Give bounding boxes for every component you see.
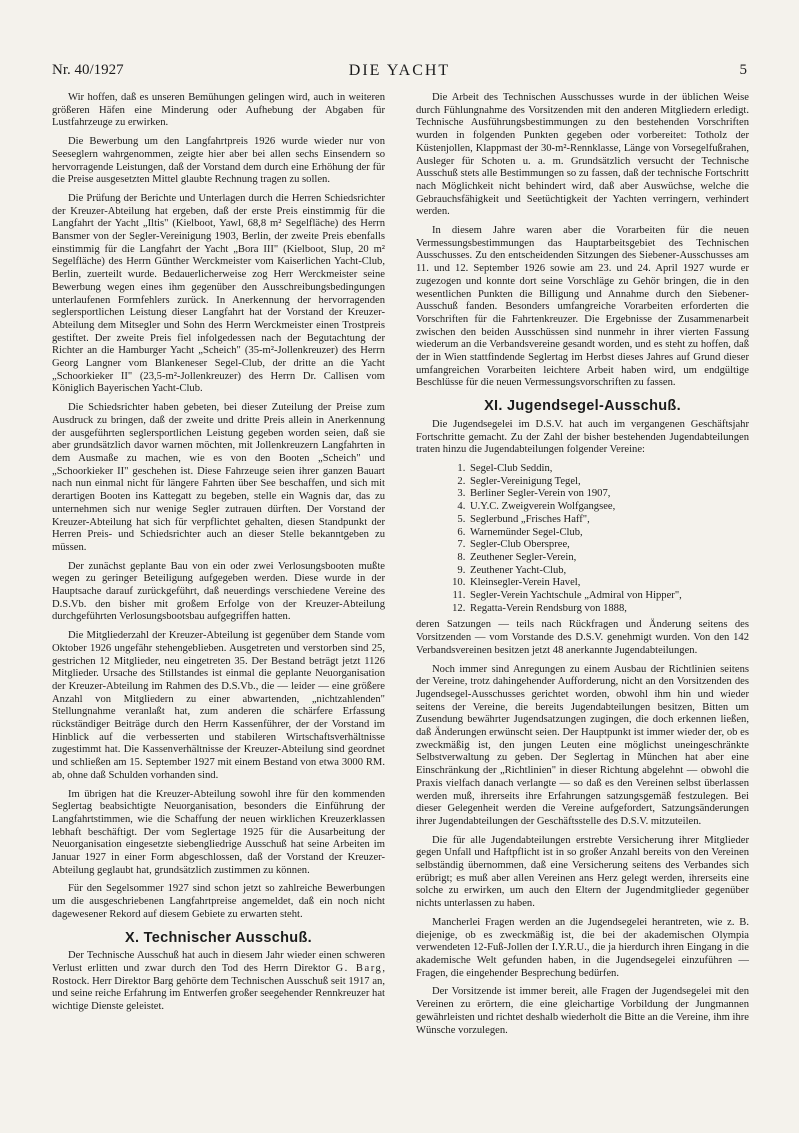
paragraph <box>52 950 385 1014</box>
person-name: G. Barg <box>335 963 383 974</box>
list-item: 1. Segel-Club Seddin, <box>468 463 749 476</box>
paragraph: Die Bewerbung um den Langfahrtpreis 1926 wurde wieder nur von Seeseglern wahrgenommen, zeigte hier aber bei allen sechs Einsendern so hervorragende Leistungen, daß der Vorstand dem durch eine Erhöhung der für die Preise ausgesetzten Mittel glaubte Rechnung tragen zu sollen. <box>52 136 385 186</box>
paragraph: Die Prüfung der Berichte und Unterlagen durch die Herren Schiedsrichter der Kreuzer-Abteilung hat ergeben, daß der erste Preis einstimmig für die Langfahrt der Yacht „Iltis" (Kielboot, Yawl, 68,8 m² Segelfläche) des Herrn Bansmer von der Segler-Vereinigung 1903, Berlin, der zweite Preis ebenfalls einstimmig für die Langfahrt der Yacht „Bora III" (Kielboot, Slup, 20 m² Segelfläche) des Herrn Günther Werckmeister vom Kaiserlichen Yacht-Club, Berlin, zuerteilt wurde. Bedauerlicherweise zog Herr Werckmeister seine Bewerbung wegen eines ihm gegenüber den Ausschreibungsbedingungen unterlaufenen Formfehlers zurück. In Anerkennung der hervorragenden seglersportlichen Leistung dieser Langfahrt hat der Vorstand der Kreuzer-Abteilung dem Mitsegler und Sohn des Herrn Werckmeister einen Trostpreis gestiftet. Der zweite Preis fiel infolgedessen nach der Begutachtung der Richter an die Hamburger Yacht „Scheich" (35-m²-Jollenkreuzer) des Herrn Georg Langner vom Blankeneser Segel-Club, der dritte an die Yacht „Schoorkieker II" (23,5-m²-Jollenkreuzer) des Herrn Dr. Callisen vom Königlich Bayerischen Yacht-Club. <box>52 192 385 395</box>
issue-number: Nr. 40/1927 <box>52 62 124 78</box>
list-item: 4. U.Y.C. Zweigverein Wolfgangsee, <box>468 501 749 514</box>
list-item: 6. Warnemünder Segel-Club, <box>468 527 749 540</box>
list-item: 5. Seglerbund „Frisches Haff", <box>468 514 749 527</box>
paragraph-text: , Rostock. Herr Direktor Barg gehörte dem Technischen Ausschuß seit 1917 an, und seine reiche Erfahrung im Entwerfen großer seegehender Rennkreuzer hat wichtige Dienste geleistet. <box>52 963 385 1013</box>
journal-title: DIE YACHT <box>348 62 451 79</box>
paragraph: Im übrigen hat die Kreuzer-Abteilung sowohl ihre für den kommenden Seglertag beabsichtigte Neuorganisation, besonders die Einführung der Langfahrtstimmen, wie die Schaffung der neuen wirklichen Kreuzerklassen lebhaft beschäftigt. Der vom Seglertage 1925 für die Ausarbeitung der Neuorganisation eingesetzte siebengliedrige Ausschuß hat seine Arbeiten im Januar 1927 in einer Form abgeschlossen, daß der Vorstand der Kreuzer-Abteilung geglaubt hat, grundsätzlich zustimmen zu können. <box>52 788 385 876</box>
list-item: 2. Segler-Vereinigung Tegel, <box>468 476 749 489</box>
list-item: 12. Regatta-Verein Rendsburg von 1888, <box>468 603 749 616</box>
page-number: 5 <box>739 62 747 78</box>
paragraph: Mancherlei Fragen werden an die Jugendsegelei herantreten, wie z. B. diejenige, ob es zweckmäßig ist, die bei der akademischen Olympia verwendeten 12-Fuß-Jollen der I.Y.R.U., die ja hierdurch ihren Eingang in die akademische Welt gefunden haben, in die Jugendsegelei einzuführen — Fragen, die eingehender Besprechung bedürfen. <box>416 916 749 979</box>
paragraph: Die Arbeit des Technischen Ausschusses wurde in der üblichen Weise durch Fühlungnahme des Vorsitzenden mit den anderen Mitgliedern erledigt. Technische Ausführungsbestimmungen zu den bestehenden Vorschriften wurden in folgenden Punkten gegeben oder vorbereitet: Totholz der Küstenjollen, Klappmast der 30-m²-Rennklasse, Länge von Vorsegelfußrahen, Ausleger für Schoten u. a. m. Grundsätzlich versucht der Technische Ausschuß stets alle Bestimmungen so zu fassen, daß der technische Fortschritt nach Möglichkeit nicht behindert wird, daß aber Auswüchse, welche die Gebrauchsfähigkeit und Seetüchtigkeit der Yachten verringern, verhindert werden. <box>416 92 749 218</box>
paragraph: Die für alle Jugendabteilungen erstrebte Versicherung ihrer Mitglieder gegen Unfall und Haftpflicht ist in so großer Anzahl bereits von den Vereinen selbständig übernommen, daß eine Versicherung seitens des Verbandes sich erübrigt; es muß aber allen Vereinen ans Herz gelegt werden, ihrerseits eine solche zu erwirken, um auch den Eltern der Jugendmitglieder gegenüber nichts unterlassen zu haben. <box>416 834 749 910</box>
list-item: 11. Segler-Verein Yachtschule „Admiral von Hipper", <box>468 590 749 603</box>
paragraph: Der zunächst geplante Bau von ein oder zwei Verlosungsbooten mußte wegen zu geringer Beteiligung aufgegeben werden. Diese wurde in der Hauptsache darauf zurückgeführt, daß neuerdings verschiedene Vereine des D.S.Vb. den bisher mit großem Erfolge von der Kreuzer-Abteilung durchgeführten Verlosungsbootsbau aufgegriffen hatten. <box>52 560 385 623</box>
right-column <box>416 92 749 1043</box>
paragraph: Die Schiedsrichter haben gebeten, bei dieser Zuteilung der Preise zum Ausdruck zu bringen, daß der zweite und dritte Preis allein in Anerkennung der ausgeführten seglersportlichen Leistung gegeben worden seien, daß sie aber grundsätzlich davor warnen möchten, mit Jollenkreuzern Langfahrten in dem Ausmaße zu machen, wie es von den Booten „Scheich" und „Schoorkieker II" geschehen ist. Diese Fahrzeuge seien ihrer ganzen Bauart nach nun einmal nicht für längere Fahrten über See beschaffen, und sich mit derartigen Booten ins Kattegatt zu begeben, stelle ein Wagnis dar, das zu unternehmen sich nur wenige Segler zutrauen dürften. Der Vorstand der Kreuzer-Abteilung hat sich für verpflichtet gehalten, diesen Standpunkt der Herren Preis- und Schiedsrichter auch an dieser Stelle bekanntgeben zu müssen. <box>52 402 385 553</box>
left-column <box>52 92 385 1020</box>
paragraph: Noch immer sind Anregungen zu einem Ausbau der Richtlinien seitens der Vereine, trotz dahingehender Aufforderung, nicht an den Vorsitzenden des Jugendsegel-Ausschusses gerichtet worden, obwohl ihm hin und wieder seitens der Vereine, die bereits Jugendabteilungen besitzen, Bitten um Zusendung bewährter Jugendsatzungen zugingen, die doch erkennen ließen, daß Änderungen erwünscht seien. Der Hauptpunkt ist immer wieder der, ob es zweckmäßig ist, den jungen Leuten eine möglichst uneingeschränkte Selbstverwaltung zu geben. Der Seglertag in München hat aber eine Einschränkung der „Richtlinien" in dieser Richtung abgelehnt — obwohl die Praxis vielfach danach verlangte — so daß es den Vereinen selbst überlassen werden muß, ihrerseits ihre Erfahrungen satzungsgemäß festzulegen. Bei dieser Gelegenheit werden die Vereine aufgefordert, Satzungsänderungen ihrer Jugendabteilungen der Geschäftsstelle des D.S.V. mitzuteilen. <box>416 663 749 827</box>
paragraph: Der Vorsitzende ist immer bereit, alle Fragen der Jugendsegelei mit den Vereinen zu erörtern, die eine gleichartige Vorbildung der Jungmannen gewährleisten und richtet deshalb wiederholt die Bitte an die Vereine, ihm ihre Wünsche vorzulegen. <box>416 986 749 1036</box>
section-heading-technischer-ausschuss: X. Technischer Ausschuß. <box>125 929 312 946</box>
paragraph: In diesem Jahre waren aber die Vorarbeiten für die neuen Vermessungsbestimmungen das Hauptarbeitsgebiet des Technischen Ausschusses. Zu den entscheidenden Sitzungen des Siebener-Ausschusses am 11. und 12. September 1926 sowie am 23. und 24. April 1927 wurde er zugezogen und konnte dort seine Vorschläge zu Gehör bringen, die in den wesentlichen Punkten die Billigung und Annahme durch den Siebener-Ausschuß fanden. Besonders umfangreiche Vorarbeiten erforderten die Vorschriften für die Fahrtenkreuzer. Die Ergebnisse der Zusammenarbeit zwischen den beiden Ausschüssen sind nunmehr in ihrer vierten Fassung wiederum an die Verbandsvereine gesandt worden, und es steht zu hoffen, daß der in Wien stattfindende Seglertag im Herbst dieses Jahres auf Grund dieser umfangreichen Vorarbeiten leichtere Arbeit haben wird, um endgültige Beschlüsse für die neuen Vermessungsvorschriften zu fassen. <box>416 225 749 389</box>
section-heading-jugendsegel-ausschuss: XI. Jugendsegel-Ausschuß. <box>484 398 681 415</box>
paragraph: Die Jugendsegelei im D.S.V. hat auch im vergangenen Geschäftsjahr Fortschritte gemacht. Zu der Zahl der bisher bestehenden Jugendabteilungen traten hinzu die Jugendabteilungen folgender Vereine: <box>416 418 749 456</box>
list-item: 8. Zeuthener Segler-Verein, <box>468 552 749 565</box>
paragraph: deren Satzungen — teils nach Rückfragen und Änderung seitens des Vorsitzenden — vom Vorstande des D.S.V. genehmigt wurden. Von den 142 Verbandsvereinen besitzen jetzt 48 anerkannte Jugendabteilungen. <box>416 619 749 656</box>
club-list <box>416 463 749 615</box>
paragraph: Für den Segelsommer 1927 sind schon jetzt so zahlreiche Bewerbungen um die ausgeschriebenen Langfahrtpreise angemeldet, daß ein noch nicht dagewesener Rekord auf diesem Gebiete zu erwarten steht. <box>52 883 385 920</box>
paragraph: Die Mitgliederzahl der Kreuzer-Abteilung ist gegenüber dem Stande vom Oktober 1926 ungefähr stehengeblieben. Ausgetreten und verstorben sind 25, gestrichen 12 Mitglieder, neu eingetreten 35. Der Bestand beträgt jetzt 1126 Mitglieder. Ursache des Stillstandes ist einmal die geplante Neuorganisation der Kreuzer-Abteilung im Rahmen des D.S.Vb., die — leider — eine größere Anzahl von Mitgliedern zu einer abwartenden, „nichtzahlenden" Stellungnahme veranlaßt hat, zum anderen die schärfere Erfassung rückständiger Beiträge durch den Herrn Kassenführer, der der Vorstand im Hinblick auf die verbesserten und stabileren Wirtschaftsverhältnisse zugestimmt hat. Die Kassenverhältnisse der Kreuzer-Abteilung sind geordnet und schließen am 15. September 1927 mit einem Bestand von etwa 3000 RM. ab, ohne daß Schulden vorhanden sind. <box>52 630 385 781</box>
list-item: 3. Berliner Segler-Verein von 1907, <box>468 488 749 501</box>
paragraph: Wir hoffen, daß es unseren Bemühungen gelingen wird, auch in weiteren größeren Häfen eine Minderung oder Aufhebung der Abgaben für Lustfahrzeuge zu erwirken. <box>52 92 385 129</box>
page-header <box>52 62 747 84</box>
list-item: 10. Kleinsegler-Verein Havel, <box>468 577 749 590</box>
paragraph-text: Der Technische Ausschuß hat auch in diesem Jahr wieder einen schweren Verlust erlitten und zwar durch den Tod des Herrn Direktor <box>52 950 385 974</box>
list-item: 7. Segler-Club Oberspree, <box>468 539 749 552</box>
list-item: 9. Zeuthener Yacht-Club, <box>468 565 749 578</box>
